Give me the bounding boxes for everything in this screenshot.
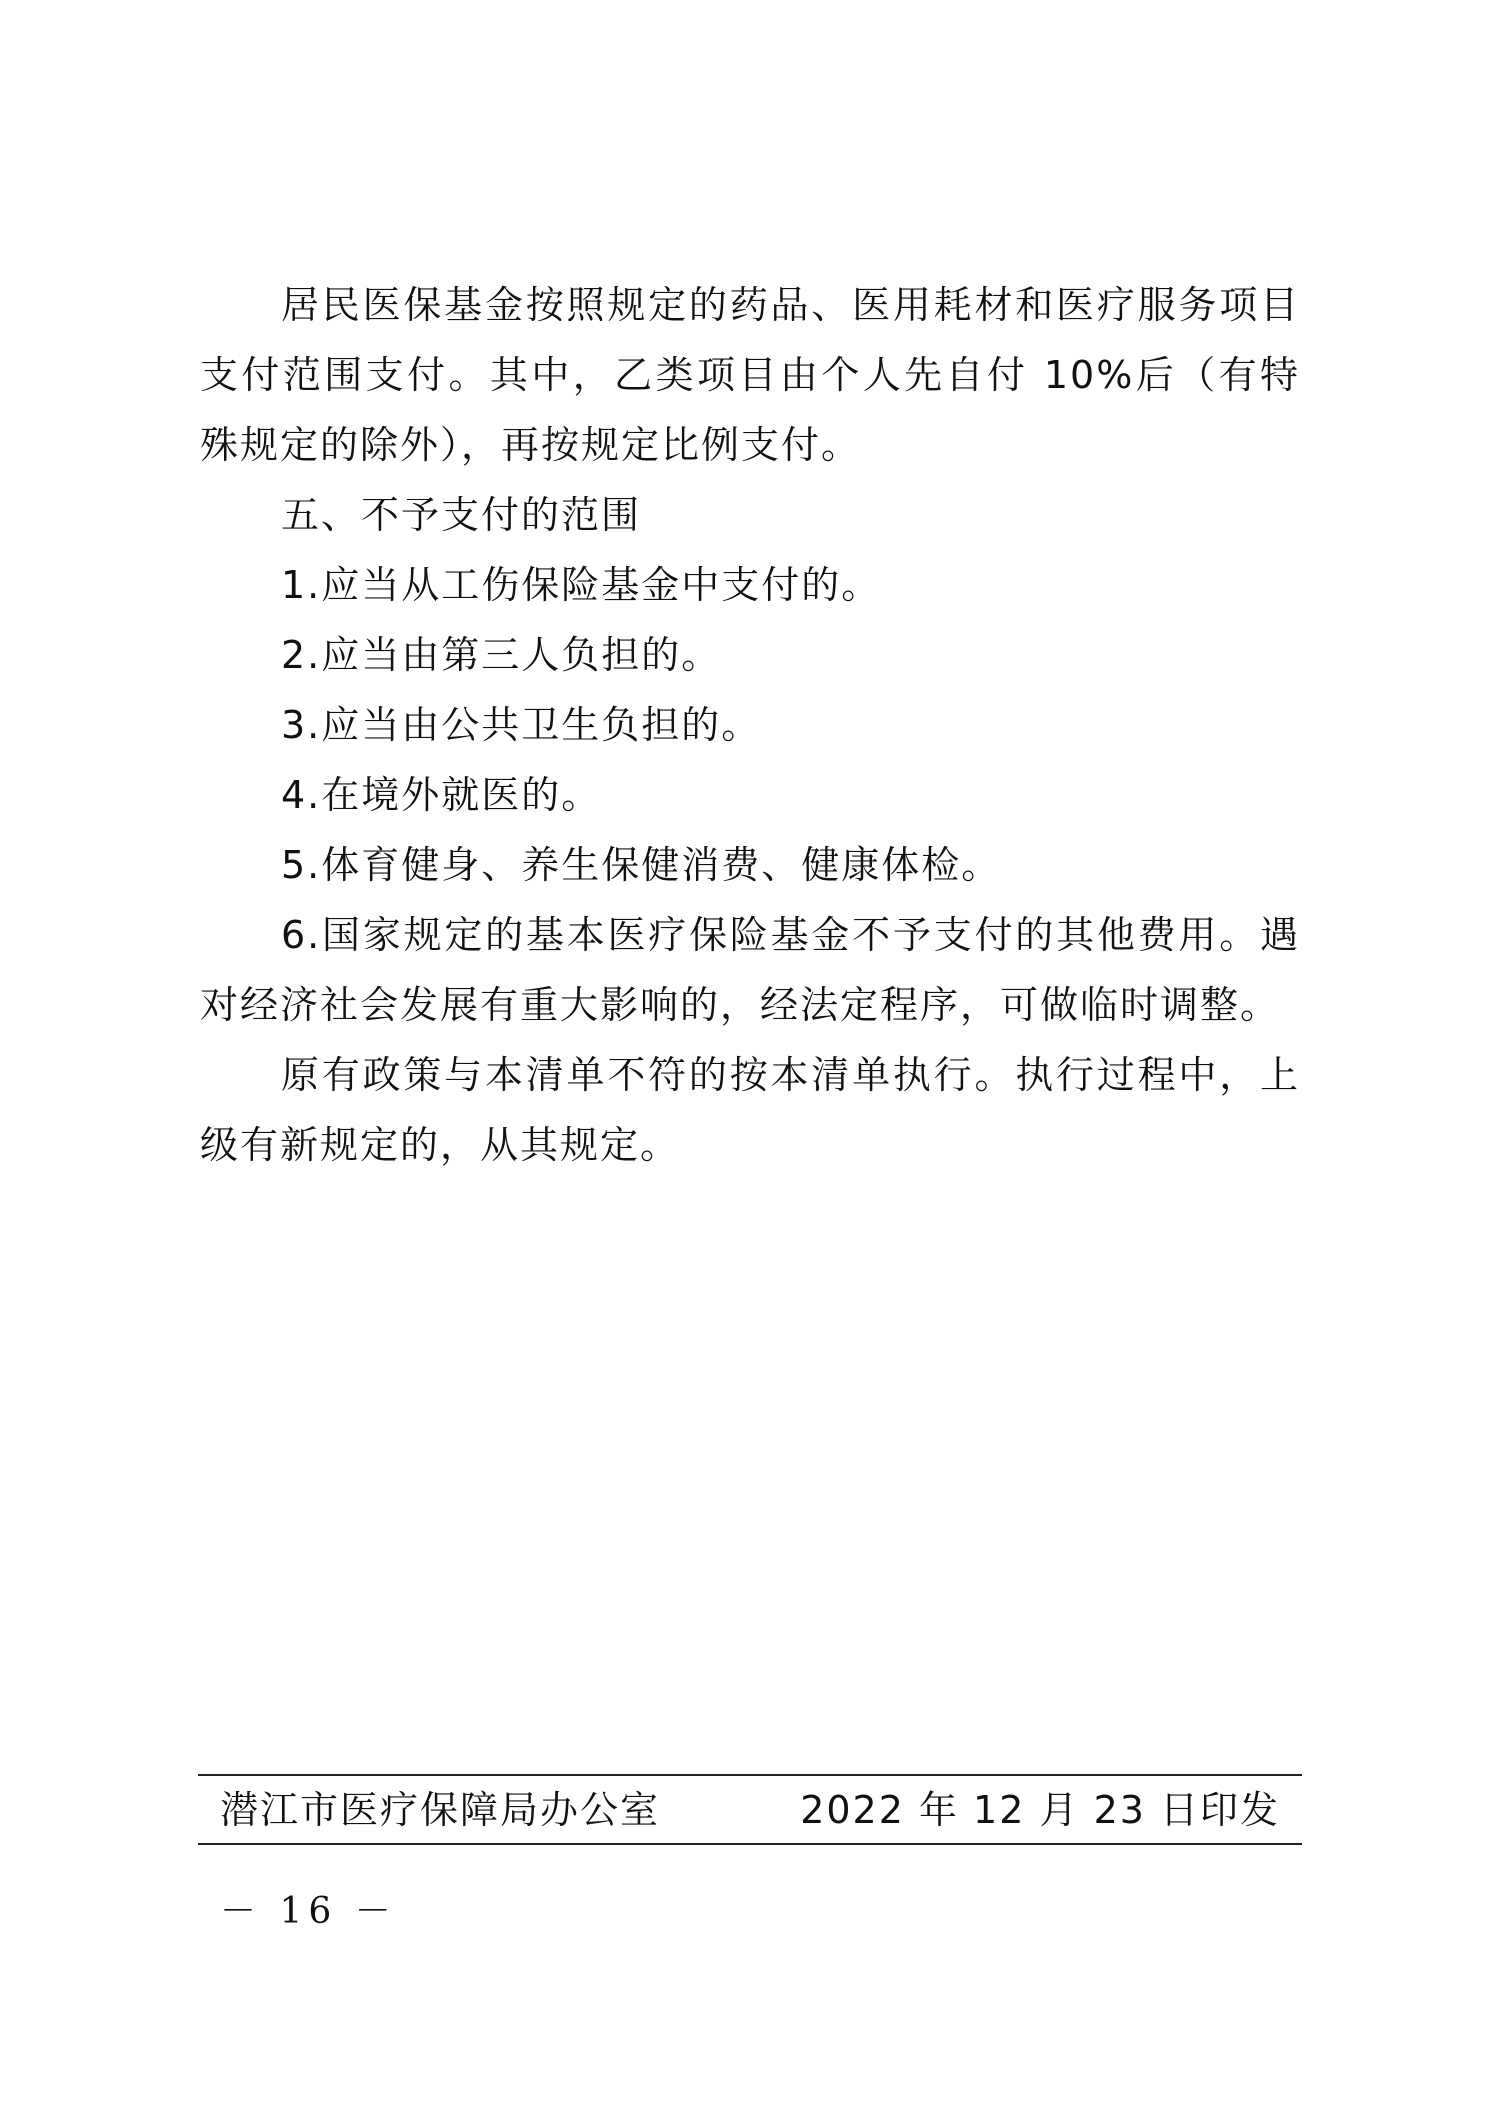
- list-item-4: 4.在境外就医的。: [281, 773, 602, 817]
- issue-date: 2022 年 12 月 23 日印发: [800, 1788, 1280, 1832]
- issuer-name: 潜江市医疗保障局办公室: [220, 1788, 661, 1832]
- list-item-5: 5.体育健身、养生保健消费、健康体检。: [281, 843, 1002, 887]
- list-item-6: 6.国家规定的基本医疗保险基金不予支付的其他费用。遇对经济社会发展有重大影响的，经法定程序，可做临时调整。: [200, 913, 1300, 1027]
- footer-top-rule: [198, 1774, 1302, 1776]
- list-item-3: 3.应当由公共卫生负担的。: [281, 703, 762, 747]
- paragraph-payment-scope: 居民医保基金按照规定的药品、医用耗材和医疗服务项目支付范围支付。其中，乙类项目由个人先自付 10%后（有特殊规定的除外），再按规定比例支付。: [200, 283, 1300, 467]
- section-heading-excluded-scope: 五、不予支付的范围: [281, 493, 642, 537]
- page-number: － 16 －: [220, 1891, 397, 1932]
- document-body: [200, 270, 1300, 1180]
- list-item-2: 2.应当由第三人负担的。: [281, 633, 722, 677]
- issuance-footer: [220, 1782, 1280, 1838]
- footer-bottom-rule: [198, 1843, 1302, 1845]
- paragraph-policy-note: 原有政策与本清单不符的按本清单执行。执行过程中，上级有新规定的，从其规定。: [200, 1053, 1300, 1167]
- list-item-1: 1.应当从工伤保险基金中支付的。: [281, 563, 882, 607]
